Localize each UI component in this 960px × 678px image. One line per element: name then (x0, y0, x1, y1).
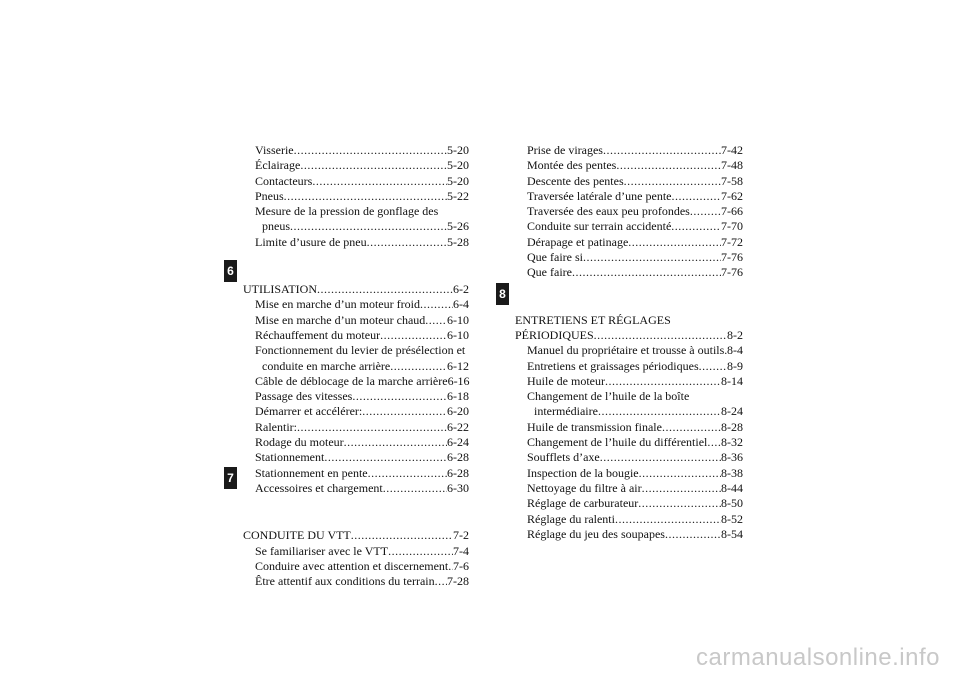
toc-entry[interactable]: Soufflets d’axe ..... 8-36 (515, 450, 743, 465)
toc-entry[interactable]: Pneus ..... 5-22 (243, 189, 469, 204)
toc-entry[interactable]: Traversée latérale d’une pente ..... 7-62 (515, 189, 743, 204)
toc-entry[interactable]: Limite d’usure de pneu ..... 5-28 (243, 235, 469, 250)
toc-entry[interactable]: Entretiens et graissages périodiques ..... 8-9 (515, 359, 743, 374)
toc-chapter-entretiens[interactable]: PÉRIODIQUES ..... 8-2 (515, 328, 743, 343)
toc-left-column (243, 143, 469, 589)
toc-entry[interactable]: Dérapage et patinage ..... 7-72 (515, 235, 743, 250)
toc-entry[interactable]: Accessoires et chargement ..... 6-30 (243, 481, 469, 496)
toc-entry[interactable]: Être attentif aux conditions du terrain ..... 7-28 (243, 574, 469, 589)
toc-entry[interactable]: conduite en marche arrière ..... 6-12 (243, 359, 469, 374)
toc-entry-line: Mesure de la pression de gonflage des (255, 204, 439, 219)
toc-entry[interactable]: Contacteurs ..... 5-20 (243, 174, 469, 189)
chapter-tab-6: 6 (224, 260, 237, 282)
toc-entry[interactable]: Changement de l’huile du différentiel ..... 8-32 (515, 435, 743, 450)
toc-entry[interactable]: Démarrer et accélérer: ..... 6-20 (243, 404, 469, 419)
toc-entry[interactable]: Montée des pentes ..... 7-48 (515, 158, 743, 173)
toc-entry[interactable]: Éclairage ..... 5-20 (243, 158, 469, 173)
toc-entry[interactable]: Réglage du jeu des soupapes ..... 8-54 (515, 527, 743, 542)
toc-entry[interactable]: Conduite sur terrain accidenté ..... 7-70 (515, 219, 743, 234)
toc-entry[interactable]: Huile de transmission finale ..... 8-28 (515, 420, 743, 435)
toc-entry[interactable]: pneus ..... 5-26 (243, 219, 469, 234)
toc-entry-line: Changement de l’huile de la boîte (527, 389, 690, 404)
toc-chapter-conduite-du-vtt[interactable]: CONDUITE DU VTT ..... 7-2 (243, 528, 469, 543)
toc-entry[interactable]: Descente des pentes ..... 7-58 (515, 174, 743, 189)
toc-entry[interactable]: Inspection de la bougie ..... 8-38 (515, 466, 743, 481)
watermark: carmanualsonline.info (696, 644, 940, 671)
toc-entry[interactable]: Réglage de carburateur ..... 8-50 (515, 496, 743, 511)
toc-entry[interactable]: Réchauffement du moteur ..... 6-10 (243, 328, 469, 343)
toc-entry[interactable]: Stationnement en pente ..... 6-28 (243, 466, 469, 481)
toc-entry[interactable]: Conduire avec attention et discernement ..... 7-6 (243, 559, 469, 574)
toc-entry[interactable]: Stationnement ..... 6-28 (243, 450, 469, 465)
toc-entry[interactable]: Que faire si ..... 7-76 (515, 250, 743, 265)
toc-chapter-entretiens-line1: ENTRETIENS ET RÉGLAGES (515, 312, 671, 327)
chapter-tab-7: 7 (224, 467, 237, 489)
toc-entry[interactable]: Mise en marche d’un moteur chaud ..... 6-10 (243, 313, 469, 328)
toc-entry[interactable]: Traversée des eaux peu profondes ..... 7-66 (515, 204, 743, 219)
toc-right-column (515, 143, 743, 542)
toc-entry[interactable]: Se familiariser avec le VTT ..... 7-4 (243, 544, 469, 559)
toc-entry[interactable]: Visserie ..... 5-20 (243, 143, 469, 158)
toc-chapter-utilisation[interactable]: UTILISATION ..... 6-2 (243, 282, 469, 297)
toc-entry[interactable]: Nettoyage du filtre à air ..... 8-44 (515, 481, 743, 496)
toc-entry[interactable]: Que faire ..... 7-76 (515, 265, 743, 280)
chapter-tab-8: 8 (496, 283, 509, 305)
toc-entry[interactable]: Passage des vitesses ..... 6-18 (243, 389, 469, 404)
toc-entry-line: Fonctionnement du levier de présélection et (255, 343, 466, 358)
toc-entry[interactable]: Manuel du propriétaire et trousse à outils ..... 8-4 (515, 343, 743, 358)
toc-entry[interactable]: Mise en marche d’un moteur froid ..... 6-4 (243, 297, 469, 312)
toc-entry[interactable]: Ralentir: ..... 6-22 (243, 420, 469, 435)
toc-entry[interactable]: Huile de moteur ..... 8-14 (515, 374, 743, 389)
toc-entry[interactable]: Prise de virages ..... 7-42 (515, 143, 743, 158)
toc-entry[interactable]: intermédiaire ..... 8-24 (515, 404, 743, 419)
toc-entry[interactable]: Réglage du ralenti ..... 8-52 (515, 512, 743, 527)
toc-entry[interactable]: Câble de déblocage de la marche arrière 6-16 (255, 373, 470, 388)
toc-entry[interactable]: Rodage du moteur ..... 6-24 (243, 435, 469, 450)
